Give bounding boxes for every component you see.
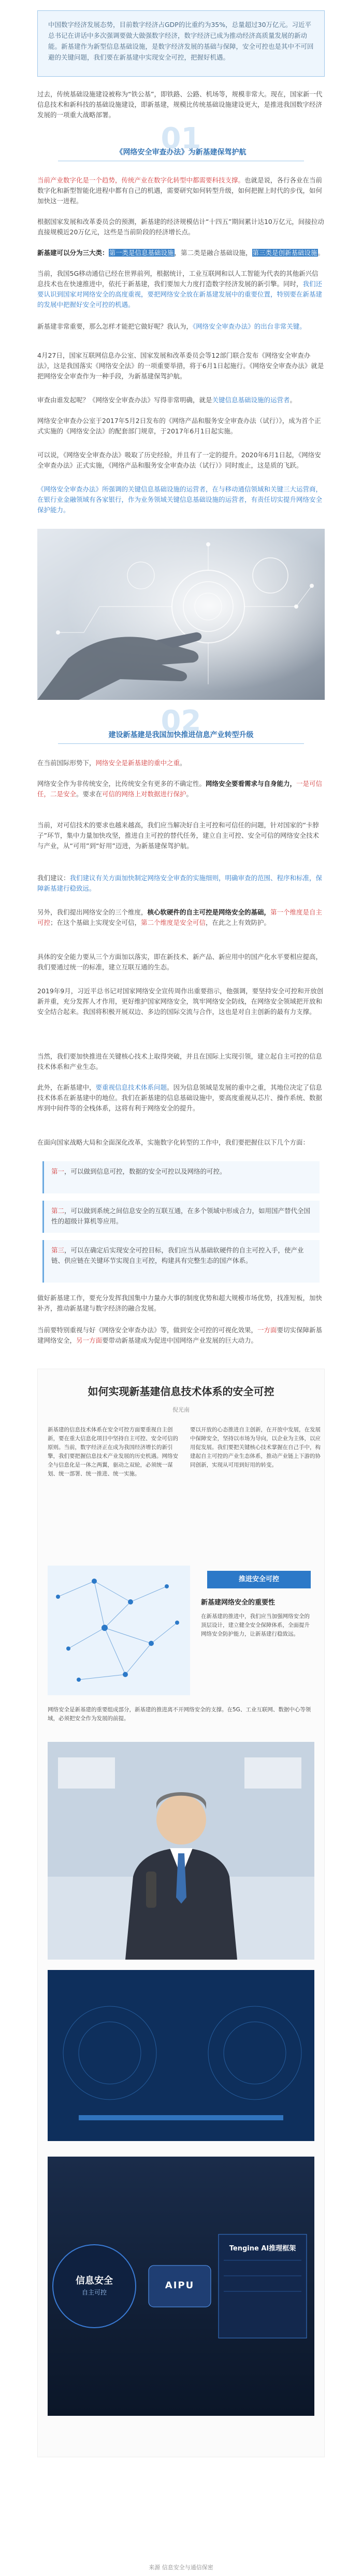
highlight-blue: 要重视信息技术体系问题 <box>95 1083 167 1091</box>
sign-left-subtitle: 自主可控 <box>81 2289 107 2296</box>
paragraph-text: 审查由谁发起呢？《网络安全审查办法》写得非常明确，就是 <box>37 396 212 404</box>
section-number: 02 <box>161 705 201 738</box>
sign-left-title: 信息安全 <box>76 2275 113 2286</box>
paragraph <box>37 484 325 515</box>
callout-label: 第一 <box>51 1167 65 1175</box>
callout-text: ，可以做到信息可控，数据的安全可控以及网络的可控。 <box>64 1167 226 1175</box>
paragraph-text: 另外，我们提出网络安全的三个维度， <box>37 908 148 916</box>
callout-text: ，可以做到系统之间信息安全的互联互通，在多个领域中形成合力，如用国产替代全国性的超级计算机等应用。 <box>51 1207 311 1225</box>
paragraph: 当前，对可信技术的要求也越来越高，我们应当解决好自主可控和可信任的问题，针对国家的“卡脖子”环节，集中力量加快攻坚，推进自主可控的替代任务，建立自主可控、安全可信的网络安全技术与产业，从“可用”到“好用”迈进，为新基建保驾护航。 <box>37 821 319 850</box>
highlight-red: 第一个维度是自主可控 <box>37 908 323 926</box>
article-subheading: 新基建网络安全的重要性 <box>201 1599 276 1607</box>
paragraph-text: 。 <box>186 790 193 798</box>
callout-item-2 <box>42 1201 320 1233</box>
conference-illustration <box>48 1970 314 2141</box>
paragraph: 根据国家发展和改革委员会的预测，新基建的经济规模估计“十四五”期间累计达10万亿元，间接拉动直接规模近20万亿元，这些是当前阶段的经济增长点。 <box>37 218 324 236</box>
paragraph-text: ，在此之上有效防护。 <box>206 919 271 926</box>
article-title: 如何实现新基建信息技术体系的安全可控 <box>88 1385 274 1398</box>
article-author: 倪光南 <box>172 1406 190 1413</box>
paragraph-text: 要带动新基建成为促进中国网络产业发展的巨大动力。 <box>102 1336 258 1344</box>
paragraph <box>37 779 325 799</box>
highlight-box: 第三类是创新基础设施 <box>252 249 317 257</box>
highlight-red: 第二个维度是安全可信 <box>141 919 206 926</box>
paragraph: 具体的安全能力要从三个方面加以落实，即在新技术、新产品、新应用中的国产化水平要相应提高，我们要通过统一的标准，建立互联互通的生态。 <box>37 953 323 971</box>
sign-center-label: AIPU <box>165 2280 195 2291</box>
paragraph <box>37 269 325 310</box>
article-column-left: 新基建的信息技术体系在安全可控方面要重视自主创新，要在重大信息化项目中坚持自主可控、安全可信的原则。当前，数字经济正在成为我国经济增长的新引擎，我们要把握信息技术产业发展的历史机遇。网络安全与信息化是一体之两翼，驱动之双轮，必须统一谋划、统一部署、统一推进、统一实施。 <box>48 1427 178 1477</box>
paragraph: 可以说，《网络安全审查办法》吸取了历史经验，并且有了一定的提升。2020年6月1日起，《网络安全审查办法》正式实施，《网络产品和服务安全审查办法（试行）》同时废止，这是质的飞跃。 <box>37 451 321 469</box>
paragraph-text: ；在这个基础上实现安全可信， <box>50 919 141 926</box>
conference-graphic <box>48 1970 314 2141</box>
paragraph <box>37 395 325 405</box>
section-title: 建设新基建是我国加快推进信息产业转型升级 <box>108 731 254 739</box>
paragraph-text: 新基建非常重要，那么怎样才能把它做好呢？我认为， <box>37 322 193 330</box>
highlight-red: 一是可信任，二是安全 <box>37 780 323 798</box>
paragraph-text: 此外，在新基建中， <box>37 1083 96 1091</box>
paragraph: 4月27日，国家互联网信息办公室、国家发展和改革委员会等12部门联合发布《网络安全审查办法》，这是我国落实《网络安全法》的一项重要举措，将于6月1日起施行。《网络安全审查办法》就是把网络安全审查作为一种手段，为新基建保驾护航。 <box>37 351 324 380</box>
highlight-box: 第一类是信息基础设施 <box>109 249 174 257</box>
paragraph-text: 也就是说，各行各业在当前数字化和新型智能化进程中都有自己的机遇，需要研究如何转型升级，如何把握上时代的步伐，如何加快这一进程。 <box>37 176 323 205</box>
section-number: 01 <box>161 122 201 156</box>
paragraph: 做好新基建工作，要充分发挥我国集中力量办大事的制度优势和超大规模市场优势，找准短板，加快补齐，推动新基建与数字经济的融合发展。 <box>37 1294 323 1312</box>
highlight-red: 网络安全是新基建的重中之重 <box>95 759 180 767</box>
speaker-photo <box>48 1742 314 1960</box>
paragraph-text: 。 <box>317 249 325 257</box>
paragraph-text: 要切实保障新基建网络安全， <box>37 1326 323 1344</box>
paragraph <box>37 907 325 928</box>
tech-hand-image <box>37 529 325 700</box>
network-graphic <box>48 1566 190 1695</box>
paragraph: 网络安全审查办公室于2017年5月2日发布的《网络产品和服务安全审查办法（试行）》，成为首个正式实施的《网络安全法》的配套部门规章，于2017年6月1日起实施。 <box>37 417 321 435</box>
paragraph: 过去，传统基础设施建设被称为“铁公基”，即铁路、公路、机场等，规模非常大。现在，国家新一代信息技术和新科技的基础设施建设，即新基建，规模比传统基础设施建设更大，是推进我国数字经济发展的一项重大战略部署。 <box>37 90 323 119</box>
paragraph-text: ，第二类是融合基础设施， <box>174 249 252 257</box>
article-column-right: 要以开放的心态推进自主创新，在开放中发展，在发展中保障安全，坚持以市场为导向，以企业为主体，以应用促发展。我们要把关键核心技术掌握在自己手中，构建起自主可控的产业生态体系，推动产业链上下游的协同创新，实现从可用到好用的转变。 <box>190 1427 321 1468</box>
paragraph-text: 。 <box>180 759 186 767</box>
tech-hand-illustration <box>37 529 325 700</box>
paragraph-text: 。 <box>289 396 297 404</box>
paragraph-text: 网络安全作为非传统安全，比传统安全有更多的不确定性。 <box>37 780 206 787</box>
callout-item-3 <box>42 1240 320 1283</box>
section-divider <box>58 743 304 744</box>
paragraph: 在面向国家战略大局和全面深化改革，实施数字化转型的工作中，我们要把握住以下几个方面： <box>37 1138 310 1146</box>
callout-label: 第二 <box>51 1207 65 1215</box>
section-heading-01 <box>37 123 325 171</box>
paragraph-text: 。因为信息领域是发展的重中之重，其地位决定了信息技术体系在新基建中的地位。我们在新基建的信息基础设施中，要高度重视从芯片、操作系统、数据库到中间件等的全栈体系，这将有利于网络安全的提升。 <box>37 1083 323 1112</box>
paragraph-text: 当前，我国5G移动通信已经在世界前列，根据统计，工业互联网和以人工智能为代表的其他新兴信息技术也在快速推进中，依托于新基建，我们要加大力度打造数字经济发展的新引擎。同时， <box>37 270 318 288</box>
paragraph: 2019年9月，习近平总书记对国家网络安全宣传周作出重要指示，他强调，要坚持安全可控和开放创新并重，充分发挥人才作用，更好维护国家网络安全，筑牢网络安全防线，在网络安全领域把开放和安全结合起来。我国将积极开展双边、多边的国际交流与合作，这也是对自主创新的最有力支撑。 <box>37 987 324 1016</box>
intro-summary-box <box>37 10 325 77</box>
sign-right-title: Tengine AI推理框架 <box>229 2245 296 2253</box>
callout-item-1 <box>42 1161 320 1193</box>
article-column-right-2: 在新基建的推进中，我们应当加强网络安全的顶层设计，建立健全安全保障体系，全面提升网络安全防护能力，让新基建行稳致远。 <box>201 1613 310 1637</box>
bold-text: 核心软硬件的自主可控是网络安全的基础， <box>147 908 271 916</box>
paragraph-text: 在当前国际形势下， <box>37 759 96 767</box>
section-heading-02 <box>37 706 325 754</box>
paragraph-text: 当前要特别重视与好《网络安全审查办法》等，做到安全可控的可视化效果， <box>37 1326 258 1334</box>
callout-text: ，可以在确定后实现安全可控目标，我们应当从基础软硬件的自主可控入手，使产业链、供应链在关键环节实现自主可控，构建具有完整生态的国产体系。 <box>51 1246 304 1264</box>
highlight-red: 另一方面 <box>76 1336 103 1344</box>
highlight-blue: 《网络安全审查办法》的出台非常关键。 <box>193 322 306 330</box>
paragraph: 当然，我们要加快推进在关键核心技术上取得突破，并且在国际上实现引领，建立起自主可控的信息技术体系和产业生态。 <box>37 1052 323 1071</box>
highlight-blue: 关键信息基础设施的运营者 <box>212 396 290 404</box>
paragraph <box>37 873 325 894</box>
highlight-blue: 我们建议有关方面加快制定网络安全审查的实施细则，明确审查的范围、程序和标准，保障新基建行稳致远。 <box>37 874 323 892</box>
image-caption: 来源 信息安全与通信保密 <box>149 2564 213 2571</box>
intro-summary-text: 中国数字经济发展态势，目前数字经济占GDP的比重约为35%，总量超过30万亿元。习近平总书记在讲话中多次强调要做大做强数字经济，数字经济已成为推动经济高质量发展的新动能。新基建作为新型信息基础设施，是数字经济发展的基础与保障，安全可控也是其中不可回避的关键问题，我们要在新基建中实现安全可控，把握好机遇。 <box>48 21 314 61</box>
paragraph <box>37 1082 325 1114</box>
paragraph <box>37 175 325 206</box>
article-badge: 推进安全可控 <box>207 1571 311 1588</box>
highlight-blue: 《网络安全审查办法》所强调的关键信息基础设施的运营者，在与移动通信领域和关键三大运营商，在银行业金融领域有各家银行，作为业务领域关键信息基础设施的运营者，有责任切实提升网络安全保护能力。 <box>37 485 323 514</box>
highlight-red: 一方面 <box>257 1326 277 1334</box>
article-column-left-2: 网络安全是新基建的重要组成部分，新基建的推进离不开网络安全的支撑。在5G、工业互联网、数据中心等领域，必须把安全作为发展的前提。 <box>48 1707 311 1722</box>
highlight-red: 可信的网络上对数据进行保护 <box>102 790 186 798</box>
paragraph-text: 。要求在 <box>76 790 103 798</box>
paragraph <box>37 1325 325 1346</box>
section-title: 《网络安全审查办法》为新基建保驾护航 <box>115 148 247 157</box>
bold-text: 网络安全要看需求与自身能力， <box>206 780 297 787</box>
paragraph <box>37 321 325 332</box>
paragraph-text: 我们建议： <box>37 874 70 882</box>
network-illustration <box>48 1566 190 1695</box>
paragraph <box>37 758 325 768</box>
speaker-illustration <box>48 1742 314 1960</box>
lead-text: 新基建可以分为三大类： <box>37 249 109 257</box>
highlight-red: 当前产业数字化是一个趋势，传统产业在数字化转型中都需要科技支撑。 <box>37 176 245 184</box>
paragraph <box>37 248 325 258</box>
callout-label: 第三 <box>51 1246 65 1254</box>
highlight-blue: 我们还要认识到国家对网络安全的高度重视，要把网络安全放在新基建发展中的重要位置，特别要在新基建的发展中把握好安全可控的机遇。 <box>37 280 323 308</box>
